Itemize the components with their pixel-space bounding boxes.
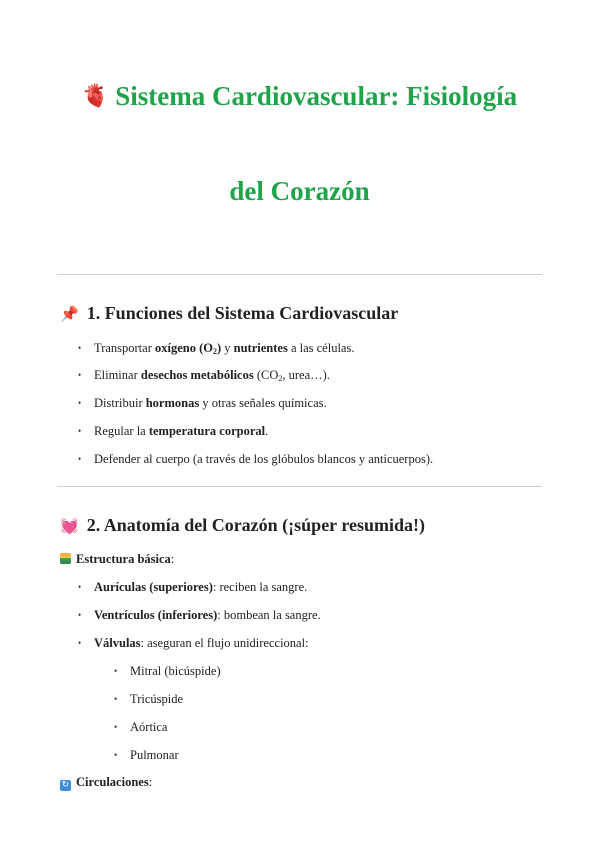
bullet: • [114,666,118,676]
sub-list-item: • Aórtica [114,720,168,734]
section-2-heading: 💓 2. Anatomía del Corazón (¡súper resumida!) [60,515,426,535]
bullet: • [114,722,118,732]
bullet: • [114,694,118,704]
list-item: • Válvulas: aseguran el flujo unidireccional: [78,636,309,650]
pushpin-icon: 📌 [60,307,79,323]
bullet: • [78,454,82,464]
structure-label: Estructura básica: [60,551,174,567]
bullet: • [78,370,82,380]
sub-list-item: • Mitral (bicúspide) [114,664,221,678]
bullet: • [78,398,82,408]
bullet: • [78,426,82,436]
beating-heart-icon: 💓 [60,519,79,535]
cycle-icon: ↻ [61,780,70,790]
list-item: • Distribuir hormonas y otras señales químicas. [78,396,327,410]
list-item: • Regular la temperatura corporal. [78,424,269,438]
list-item: • Ventrículos (inferiores): bombean la sangre. [78,608,321,622]
divider [57,274,542,275]
sub-list-item: • Pulmonar [114,748,179,762]
section-1-heading: 📌 1. Funciones del Sistema Cardiovascular [60,303,399,323]
bullet: • [78,638,82,648]
bullet: • [78,582,82,592]
list-item: • Eliminar desechos metabólicos ($CO_2$, urea…). [78,368,330,383]
picture-icon [60,553,71,564]
divider [57,486,542,487]
list-item: • Transportar oxígeno $(O_2)$ y nutrientes a las células. [78,341,355,356]
circulations-label: ↻ Circulaciones: [61,775,153,790]
bullet: • [114,750,118,760]
anatomical-heart-icon: 🫀 [81,83,110,108]
list-item: • Aurículas (superiores): reciben la sangre. [78,580,308,594]
sub-list-item: • Tricúspide [114,692,184,706]
list-item: • Defender al cuerpo (a través de los glóbulos blancos y anticuerpos). [78,452,434,466]
bullet: • [78,343,82,353]
document-title-line-2: del Corazón [229,176,370,206]
document-title-line-1: 🫀 Sistema Cardiovascular: Fisiología [81,81,518,111]
bullet: • [78,610,82,620]
